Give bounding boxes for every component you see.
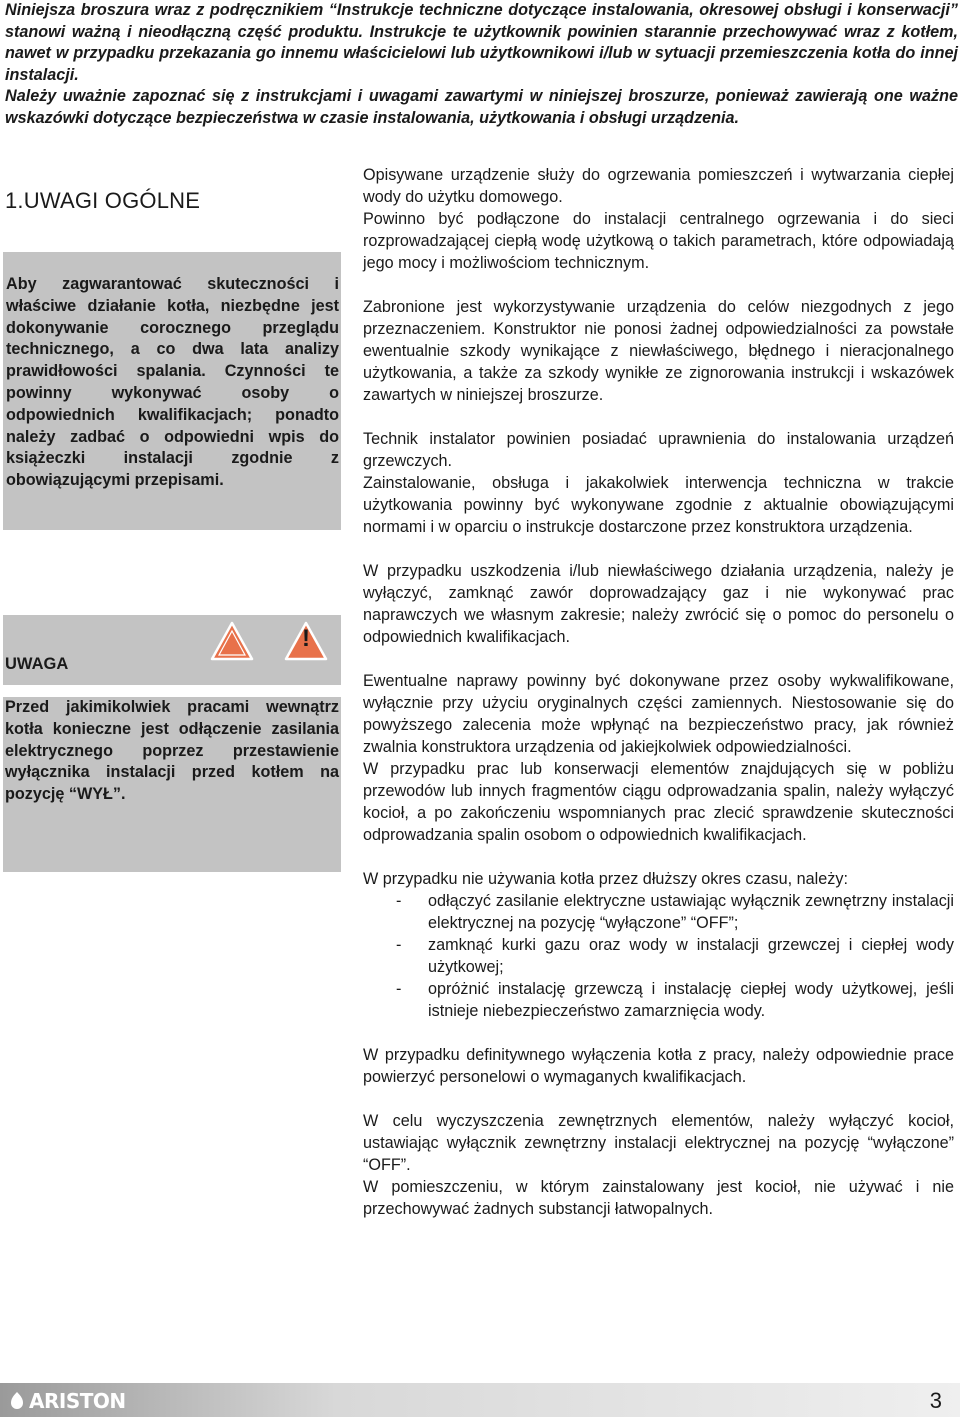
installation-standards-paragraph: Zainstalowanie, obsługa i jakakolwiek interwencja techniczna w trakcie użytkowania powinny być wykonywane zgodnie z aktualnie obowiązującymi normami i w oparciu o instrukcje dostarczone przez konstruktora urządzenia. (363, 474, 954, 536)
list-item: - zamknąć kurki gazu oraz wody w instalacji grzewczej i ciepłej wody użytkowej; (396, 936, 954, 976)
flammables-paragraph: W pomieszczeniu, w którym zainstalowany jest kocioł, nie używać i nie przechowywać żadnych substancji łatwopalnych. (363, 1178, 954, 1218)
warning-label: UWAGA (5, 655, 69, 673)
long-inactivity-paragraph: W przypadku nie używania kotła przez dłuższy okres czasu, należy: (363, 870, 848, 888)
warning-text: Przed jakimikolwiek pracami wewnątrz kotła konieczne jest odłączenie zasilania elektrycznego poprzez przestawienie wyłącznika instalacji przed kotłem na pozycję “WYŁ”. (5, 698, 339, 804)
list-item: - odłączyć zasilanie elektryczne ustawiając wyłącznik zewnętrzny instalacji elektrycznej na pozycję “wyłączone” “OFF”; (396, 892, 954, 932)
purpose-paragraph: Opisywane urządzenie służy do ogrzewania pomieszczeń i wytwarzania ciepłej wody do użytku domowego. (363, 166, 954, 206)
malfunction-paragraph: W przypadku uszkodzenia i/lub niewłaściwego działania urządzenia, należy je wyłączyć, zamknąć zawór doprowadzający gaz i nie wykonywać prac naprawczych we własnym zakresie; należy zwrócić się o pomoc do personelu o odpowiednich kwalifikacjach. (363, 562, 954, 646)
warning-divider (3, 685, 341, 697)
ariston-logo-icon (8, 1391, 26, 1411)
intro-paragraph-2: Należy uważnie zapoznać się z instrukcjami i uwagami zawartymi w niniejszej broszurze, ponieważ zawierają one ważne wskazówki dotyczące bezpieczeństwa w czasie instalowania, użytkowania i obsługi urządzenia. (5, 87, 958, 127)
cleaning-paragraph: W celu wyczyszczenia zewnętrznych elementów, należy wyłączyć kocioł, ustawiając wyłącznik zewnętrzny instalacji elektrycznej na pozycję “wyłączone” “OFF”. (363, 1112, 954, 1174)
warning-exclamation-icon (284, 621, 328, 661)
maintenance-notice-box (3, 252, 341, 530)
warning-triangle-icon (210, 621, 254, 661)
section-title: 1.UWAGI OGÓLNE (5, 188, 201, 213)
prohibited-use-paragraph: Zabronione jest wykorzystywanie urządzenia do celów niezgodnych z jego przeznaczeniem. Konstruktor nie ponosi żadnej odpowiedzialności za powstałe ewentualnie szkody wynikające z niewłaściwego, błędnego i nieracjonalnego użytkowania, a także za szkody wynikłe ze zignorowania instrukcji i wskazówek zawartych w niniejszej broszurze. (363, 298, 954, 404)
general-notes-column (363, 164, 954, 1220)
intro-notice (5, 0, 958, 130)
page-footer (0, 1383, 960, 1417)
warning-exclamation-glyph: ! (302, 625, 310, 652)
inactivity-steps-list (363, 890, 954, 1022)
list-item: - opróżnić instalację grzewczą i instalację ciepłej wody użytkowej, jeśli istnieje niebezpieczeństwo zamarznięcia wody. (396, 980, 954, 1020)
logo-text: ARISTON (29, 1389, 126, 1413)
decommission-paragraph: W przypadku definitywnego wyłączenia kotła z pracy, należy odpowiednie prace powierzyć personelowi o wymaganych kwalifikacjach. (363, 1046, 954, 1086)
ariston-logo (8, 1389, 126, 1413)
repairs-paragraph: Ewentualne naprawy powinny być dokonywane przez osoby wykwalifikowane, wyłącznie przy użyciu oryginalnych części zamiennych. Niestosowanie się do powyższego zalecenia może wpłynąć na bezpieczeństwo pracy, jak również zwalnia konstruktora urządzenia od jakiejkolwiek odpowiedzialności. (363, 672, 954, 756)
intro-paragraph-1: Niniejsza broszura wraz z podręcznikiem “Instrukcje techniczne dotyczące instalowania, okresowej obsługi i konserwacji” stanowi ważną i nieodłączną część produktu. Instrukcje te użytkownik powinien starannie przechowywać wraz z kotłem, nawet w przypadku przekazania go innemu właścicielowi lub użytkownikowi i/lub w sytuacji przemieszczenia kotła do innej instalacji. (5, 1, 958, 84)
maintenance-notice-text: Aby zagwarantować skuteczności i właściwe działanie kotła, niezbędne jest dokonywanie corocznego przeglądu technicznego, a co dwa lata analizy prawidłowości spalania. Czynności te powinny wykonywać osoby o odpowiednich kwalifikacjach; ponadto należy zadbać o odpowiedni wpis do książeczki instalacji zgodnie z obowiązującymi przepisami. (6, 275, 339, 490)
page-number: 3 (929, 1388, 942, 1413)
flue-maintenance-paragraph: W przypadku prac lub konserwacji elementów znajdujących się w pobliżu przewodów lub innych fragmentów ciągu odprowadzania spalin, należy wyłączyć kocioł, a po zakończeniu wspomnianych prac zlecić sprawdzenie skuteczności odprowadzania spalin osobom o odpowiednich kwalifikacjach. (363, 760, 954, 844)
installer-paragraph: Technik instalator powinien posiadać uprawnienia do instalowania urządzeń grzewczych. (363, 430, 954, 470)
connection-paragraph: Powinno być podłączone do instalacji centralnego ogrzewania i do sieci rozprowadzającej ciepłą wodę użytkową o takich parametrach, które odpowiadają jego mocy i możliwościom technicznym. (363, 210, 954, 272)
warning-box (3, 615, 341, 872)
